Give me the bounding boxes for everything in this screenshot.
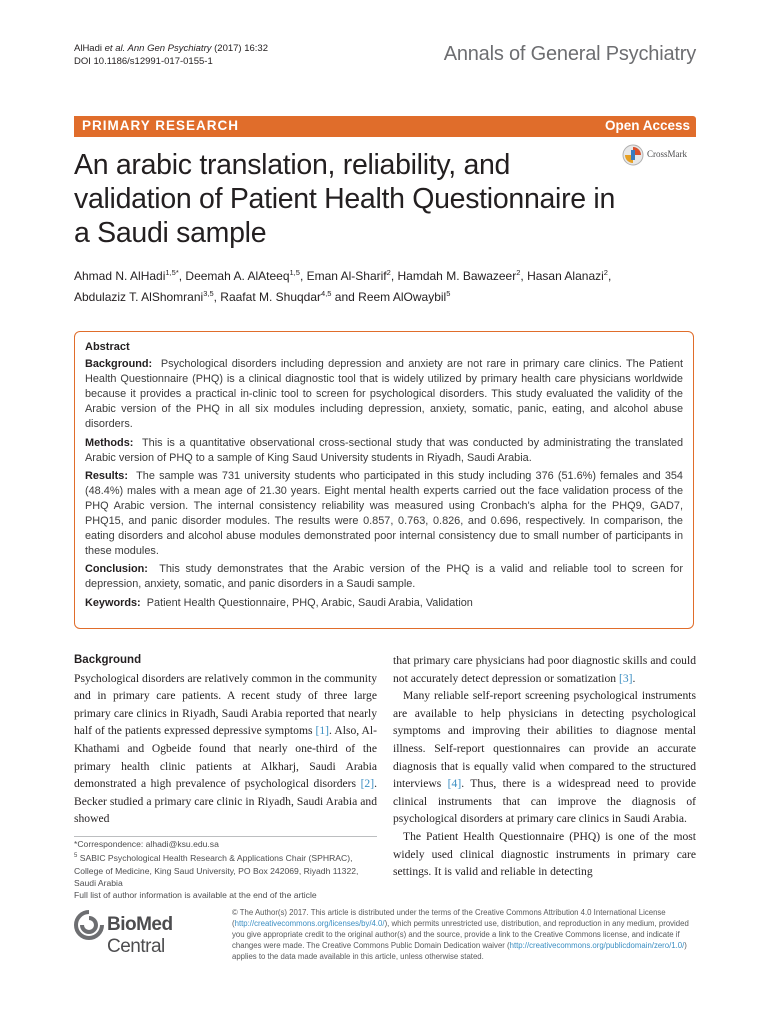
citation-link[interactable]: [3] (619, 671, 633, 685)
biomed-central-icon (74, 910, 104, 940)
correspondence: *Correspondence: alhadi@ksu.edu.sa (74, 839, 219, 849)
running-header-citation (74, 42, 268, 68)
author-separator: , (299, 269, 307, 283)
open-access-label: Open Access (604, 118, 690, 133)
author-affiliation-marker: 3,5 (203, 289, 214, 298)
crossmark-label: CrossMark (647, 149, 687, 159)
abstract-background: Background: Psychological disorders including depression and anxiety are not rare in primary care clinics. The Patient Health Questionnaire (PHQ) is a clinical diagnostic tool that is widely utilized by primary health care physicians worldwide because it provides a practical in-clinic tool to screen for psychological disorders. This study evaluated the validity of the Arabic version of the PHQ in all six modules including depression, anxiety, somatic, panic, eating, and alcohol abuse disorders. (85, 358, 683, 431)
body-column-right (393, 652, 696, 881)
author-affiliation-marker: 2 (386, 268, 391, 277)
license-link[interactable]: http://creativecommons.org/licenses/by/4.0/ (234, 918, 385, 928)
citation-line: AlHadi et al. Ann Gen Psychiatry (2017) 16:32 (74, 43, 268, 54)
paragraph: that primary care physicians had poor diagnostic skills and could not accurately detect depression or somatization [3]. (393, 654, 696, 685)
citation-link[interactable]: [4] (447, 777, 462, 791)
author-separator: , (607, 269, 612, 283)
citation-link[interactable]: [2] (360, 777, 375, 791)
author-name: Eman Al‑Sharif (306, 269, 387, 283)
author-separator: , (390, 269, 398, 283)
author-name: Hasan Alanazi (527, 269, 604, 283)
author-separator: , (520, 269, 528, 283)
logo-wordmark: BioMed Central (107, 914, 173, 957)
full-author-info-note: Full list of author information is available at the end of the article (74, 890, 317, 901)
citation-link[interactable]: [1] (315, 724, 330, 738)
public-domain-link[interactable]: http://creativecommons.org/publicdomain/zero/1.0/ (509, 940, 685, 950)
doi[interactable]: DOI 10.1186/s12991-017-0155-1 (74, 56, 213, 67)
abstract-box (74, 331, 694, 629)
abstract-keywords: Keywords: Patient Health Questionnaire, PHQ, Arabic, Saudi Arabia, Validation (85, 596, 473, 609)
author-name: Deemah A. AlAteeq (185, 269, 290, 283)
section-heading-background: Background (74, 654, 142, 666)
paragraph: Many reliable self-report screening psychological instruments are available to help physicians in detecting psychological symptoms and improving their abilities to diagnose mental illness. Self-report questionnaires can provide an accurate diagnosis that is equally valid when compared to the structured interviews [4]. Thus, there is a widespread need to provide clinical instruments that can improve the diagnosis of psychological disorders at primary care clinics in Saudi Arabia. (393, 689, 696, 826)
author-separator: and (331, 290, 359, 304)
affiliation: $^5$ SABIC Psychological Health Research & Applications Chair (SPHRAC), College of Medicine, King Saud University, PO Box 242069, Riyadh 11322, Saudi Arabia (74, 853, 359, 889)
crossmark-badge[interactable] (622, 144, 712, 166)
author-list (74, 264, 694, 306)
author-affiliation-marker: 5 (446, 289, 451, 298)
body-column-left (74, 652, 377, 828)
author-name: Hamdah M. Bawazeer (397, 269, 517, 283)
author-name: Abdulaziz T. AlShomrani (74, 290, 204, 304)
author-affiliation-marker: 2 (603, 268, 608, 277)
author-separator: , (178, 269, 186, 283)
author-affiliation-marker: 4,5 (321, 289, 332, 298)
section-banner (74, 116, 696, 137)
abstract-heading: Abstract (85, 341, 130, 353)
article-title: An arabic translation, reliability, and validation of Patient Health Questionnaire in a Saudi sample (74, 149, 616, 249)
author-name: Reem AlOwaybil (358, 290, 447, 304)
author-affiliation-marker: 2 (516, 268, 521, 277)
paragraph: The Patient Health Questionnaire (PHQ) is one of the most widely used clinical diagnostic instruments in primary care settings. It is valid and reliable in detecting (393, 829, 696, 879)
author-name: Raafat M. Shuqdar (220, 290, 322, 304)
journal-name: Annals of General Psychiatry (443, 43, 696, 65)
author-separator: , (213, 290, 221, 304)
author-affiliation-marker: 1,5* (165, 268, 179, 277)
footnote-divider (74, 836, 377, 837)
author-name: Ahmad N. AlHadi (74, 269, 166, 283)
abstract-conclusion: Conclusion: This study demonstrates that the Arabic version of the PHQ is a valid and reliable tool to screen for depression, anxiety, somatic, and panic disorders in a Saudi sample. (85, 563, 683, 591)
section-label: PRIMARY RESEARCH (82, 118, 240, 133)
paragraph: Psychological disorders are relatively common in the community and in primary care patients. A recent study of three large primary care clinics in Riyadh, Saudi Arabia reported that nearly half of the patients expressed depressive symptoms [1]. Also, Al-Khathami and Ogbeide found that nearly one-third of the primary health clinic patients at Alkharj, Saudi Arabia demonstrated a high prevalence of psychological disorders [2]. Becker studied a primary care clinic in Riyadh, Saudi Arabia and showed (74, 671, 378, 826)
license-statement: © The Author(s) 2017. This article is distributed under the terms of the Creative Commons Attribution 4.0 International License (http://creativecommons.org/licenses/by/4.0/), which permits unrestricted use, distribution, and reproduction in any medium, provided you give appropriate credit to the original author(s) and the source, provide a link to the Creative Commons license, and indicate if changes were made. The Creative Commons Public Domain Dedication waiver (http://creativecommons.org/publicdomain/zero/1.0/) applies to the data made available in this article, unless otherwise stated. (232, 908, 689, 961)
biomed-central-logo (74, 908, 222, 957)
abstract-results: Results: The sample was 731 university students who participated in this study including 376 (51.6%) females and 354 (48.4%) males with a mean age of 21.30 years. Eight mental health experts carried out the face validation process of the PHQ Arabic version. The internal consistency reliability was measured using Cronbach's alpha for the PHQ9, GAD7, PHQ15, and panic disorder modules. The results were 0.857, 0.763, 0.826, and 0.696, respectively. In comparison, the eating disorders and alcohol abuse modules demonstrated poor internal consistency due to small number of participants in these modules. (85, 469, 683, 558)
footnotes (74, 838, 377, 902)
author-affiliation-marker: 1,5 (289, 268, 300, 277)
abstract-methods: Methods: This is a quantitative observational cross-sectional study that was conducted by administrating the translated Arabic version of PHQ to a sample of King Saud University students in Riyadh, Saudi Arabia. (85, 436, 684, 464)
